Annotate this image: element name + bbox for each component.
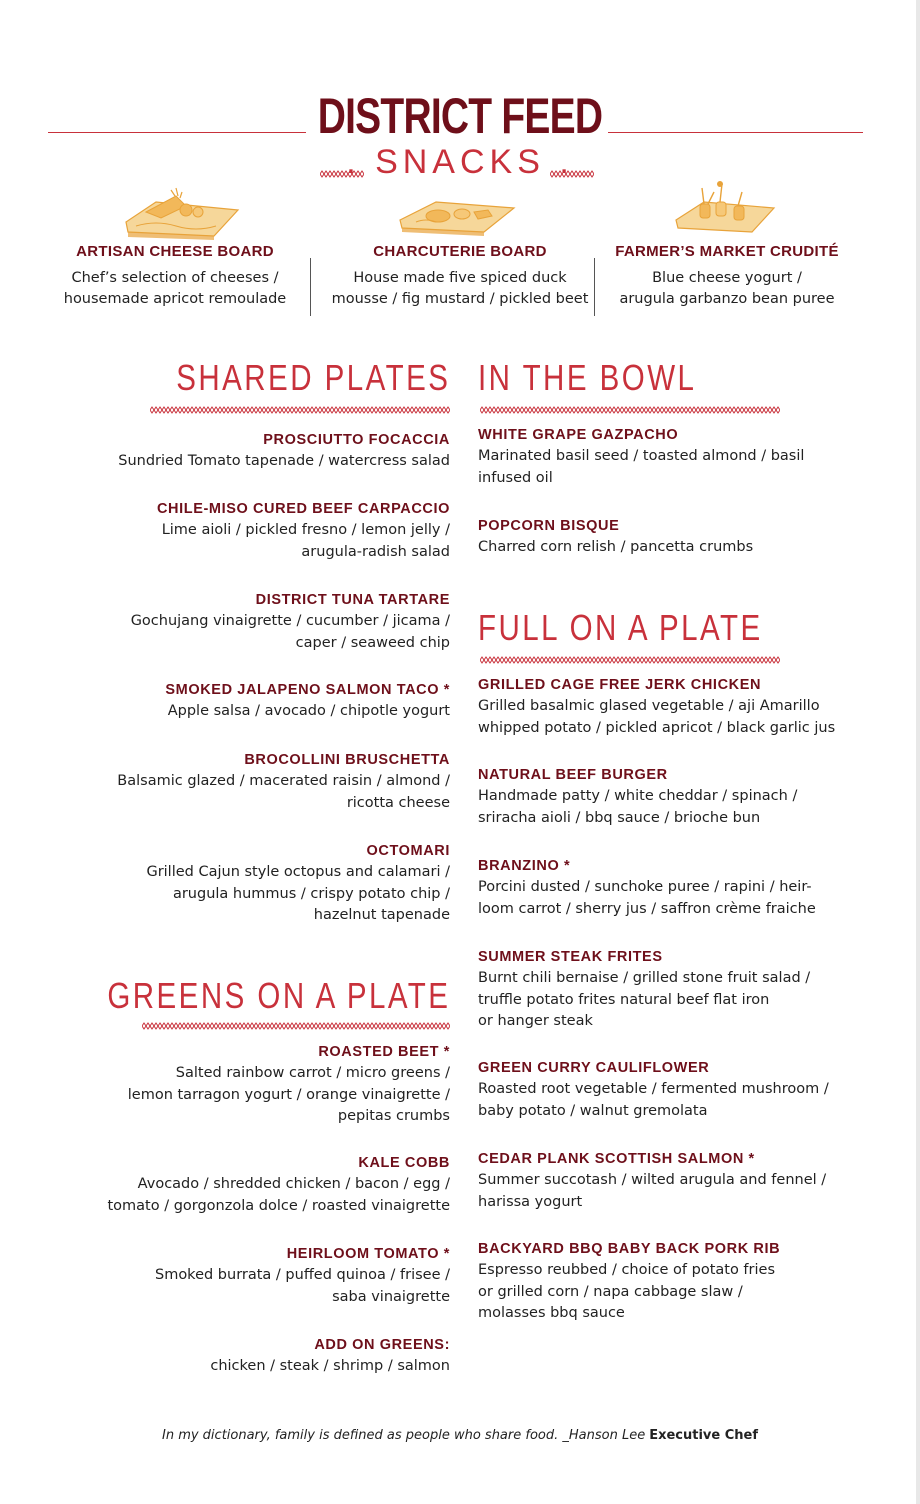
- item-description: Grilled basalmic glased vegetable / aji Amarillo whipped potato / pickled apricot / black garlic jus: [478, 698, 836, 736]
- item-name: CEDAR PLANK SCOTTISH SALMON *: [478, 1151, 755, 1167]
- menu-item: [30, 841, 450, 927]
- item-description: Charred corn relish / pancetta crumbs: [478, 539, 754, 555]
- menu-item: [478, 1058, 848, 1122]
- shared-plates-zigzag: [150, 406, 450, 414]
- snack-name: CHARCUTERIE BOARD: [373, 243, 547, 260]
- chef-quote: [0, 1428, 920, 1443]
- item-name: OCTOMARI: [366, 843, 450, 859]
- item-description: Salted rainbow carrot / micro greens / lemon tarragon yogurt / orange vinaigrette / pepitas crumbs: [127, 1065, 450, 1124]
- snack-item: [25, 242, 325, 310]
- item-name: WHITE GRAPE GAZPACHO: [478, 427, 679, 443]
- item-description: Porcini dusted / sunchoke puree / rapini / heir- loom carrot / sherry jus / saffron crème fraiche: [478, 879, 816, 917]
- menu-item: [478, 516, 848, 559]
- quote-text: In my dictionary, family is defined as people who share food. _Hanson Lee: [161, 1428, 646, 1443]
- item-name: DISTRICT TUNA TARTARE: [255, 592, 450, 608]
- item-name: BROCOLLINI BRUSCHETTA: [244, 752, 450, 768]
- cheese-board-illustration: [116, 182, 246, 240]
- item-name: POPCORN BISQUE: [478, 518, 620, 534]
- item-description: Lime aioli / pickled fresno / lemon jelly / arugula-radish salad: [161, 522, 450, 560]
- chef-role: Executive Chef: [649, 1428, 759, 1443]
- menu-item: [30, 1335, 450, 1378]
- greens-heading: GREENS ON A PLATE: [106, 975, 450, 1016]
- item-description: Burnt chili bernaise / grilled stone fruit salad / truffle potato frites natural beef flat iron or hanger steak: [478, 970, 811, 1029]
- menu-item: [30, 590, 450, 654]
- menu-item: [30, 430, 450, 473]
- snack-description: Chef’s selection of cheeses / housemade apricot remoulade: [63, 270, 287, 307]
- crudite-illustration: [672, 180, 778, 238]
- item-description: chicken / steak / shrimp / salmon: [210, 1358, 450, 1374]
- zigzag-path: [142, 1023, 450, 1029]
- item-description: Balsamic glazed / macerated raisin / almond / ricotta cheese: [117, 773, 450, 811]
- menu-item: [30, 1153, 450, 1217]
- snack-name: FARMER’S MARKET CRUDITÉ: [615, 243, 839, 260]
- in-the-bowl-heading: IN THE BOWL: [478, 357, 697, 398]
- item-name: GREEN CURRY CAULIFLOWER: [478, 1060, 710, 1076]
- item-description: Apple salsa / avocado / chipotle yogurt: [167, 703, 450, 719]
- snack-item: [577, 242, 877, 310]
- menu-item: [478, 856, 848, 920]
- menu-item: [478, 675, 848, 739]
- item-description: Handmade patty / white cheddar / spinach / sriracha aioli / bbq sauce / brioche bun: [478, 788, 798, 826]
- item-description: Sundried Tomato tapenade / watercress salad: [118, 453, 450, 469]
- snack-description: House made five spiced duck mousse / fig mustard / pickled beet: [331, 270, 589, 307]
- page-title: DISTRICT FEED: [317, 88, 603, 144]
- shared-plates-heading: SHARED PLATES: [175, 357, 450, 398]
- item-name: KALE COBB: [358, 1155, 450, 1171]
- item-description: Avocado / shredded chicken / bacon / egg / tomato / gorgonzola dolce / roasted vinaigrette: [107, 1176, 450, 1214]
- full-on-a-plate-zigzag: [480, 656, 780, 664]
- item-name: PROSCIUTTO FOCACCIA: [263, 432, 450, 448]
- zigzag-path: [480, 657, 780, 663]
- menu-item: [30, 499, 450, 563]
- snack-name: ARTISAN CHEESE BOARD: [76, 243, 274, 260]
- greens-zigzag: [142, 1022, 450, 1030]
- item-name: GRILLED CAGE FREE JERK CHICKEN: [478, 677, 762, 693]
- item-name: ROASTED BEET *: [318, 1044, 450, 1060]
- item-description: Marinated basil seed / toasted almond / basil infused oil: [478, 448, 805, 486]
- item-description: Grilled Cajun style octopus and calamari / arugula hummus / crispy potato chip / hazelnut tapenade: [146, 864, 450, 923]
- snacks-heading: . SNACKS .: [346, 143, 574, 181]
- charcuterie-board-illustration: [396, 192, 518, 238]
- item-description: Roasted root vegetable / fermented mushroom / baby potato / walnut gremolata: [478, 1081, 829, 1119]
- item-name: BACKYARD BBQ BABY BACK PORK RIB: [478, 1241, 781, 1257]
- menu-item: [478, 947, 848, 1033]
- item-description: Smoked burrata / puffed quinoa / frisee / saba vinaigrette: [154, 1267, 450, 1305]
- page-edge: [916, 0, 920, 1504]
- item-name: ADD ON GREENS:: [314, 1337, 450, 1353]
- menu-item: [478, 765, 848, 829]
- item-description: Espresso reubbed / choice of potato fries or grilled corn / napa cabbage slaw / molasses bbq sauce: [478, 1262, 775, 1321]
- item-description: Gochujang vinaigrette / cucumber / jicama / caper / seaweed chip: [130, 613, 450, 651]
- item-name: CHILE-MISO CURED BEEF CARPACCIO: [156, 501, 450, 517]
- menu-item: [478, 425, 848, 489]
- menu-item: [478, 1239, 848, 1325]
- menu-item: [30, 1244, 450, 1308]
- item-description: Summer succotash / wilted arugula and fennel / harissa yogurt: [478, 1172, 827, 1210]
- menu-item: [30, 680, 450, 723]
- snack-item: [310, 242, 610, 310]
- menu-item: [30, 750, 450, 814]
- menu-item: [30, 1042, 450, 1128]
- item-name: HEIRLOOM TOMATO *: [286, 1246, 450, 1262]
- in-the-bowl-zigzag: [480, 406, 780, 414]
- snacks-zigzag-right: [550, 170, 594, 178]
- item-name: BRANZINO *: [478, 858, 571, 874]
- zigzag-path: [480, 407, 780, 413]
- item-name: SUMMER STEAK FRITES: [478, 949, 663, 965]
- full-on-a-plate-heading: FULL ON A PLATE: [478, 607, 763, 648]
- item-name: SMOKED JALAPENO SALMON TACO *: [165, 682, 450, 698]
- zigzag-path: [150, 407, 450, 413]
- snack-description: Blue cheese yogurt / arugula garbanzo bean puree: [619, 270, 835, 307]
- item-name: NATURAL BEEF BURGER: [478, 767, 668, 783]
- menu-item: [478, 1149, 848, 1213]
- snacks-zigzag-left: [320, 170, 364, 178]
